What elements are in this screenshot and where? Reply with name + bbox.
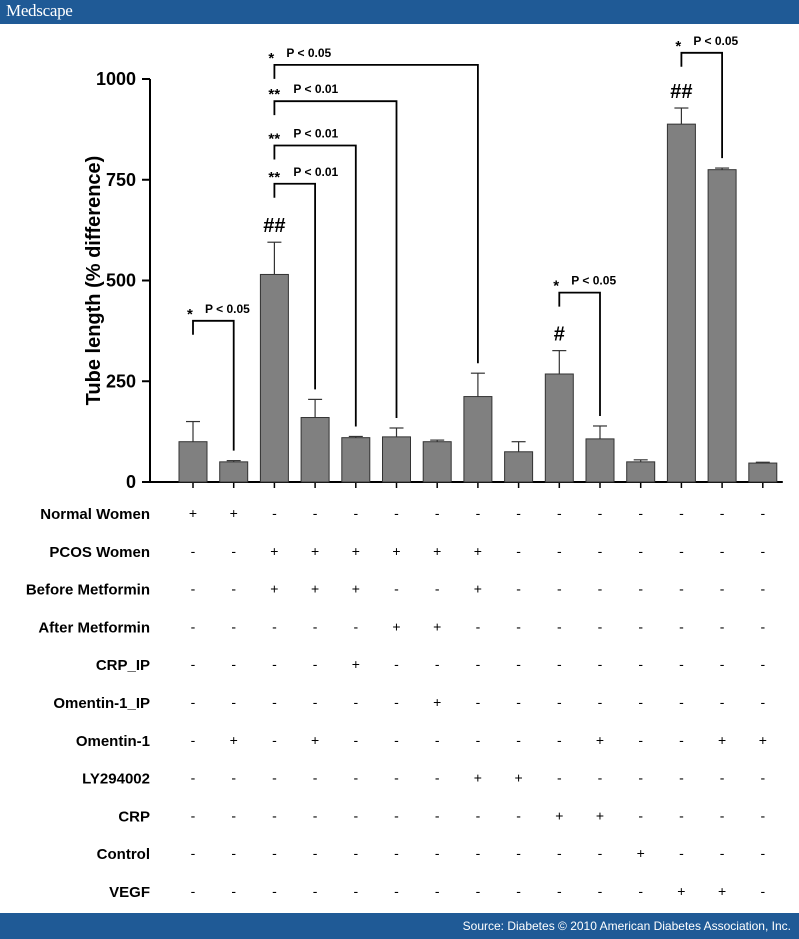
condition-mark: - <box>638 656 644 673</box>
bracket-p-value: P < 0.01 <box>293 126 339 141</box>
condition-mark: - <box>190 769 196 786</box>
bar <box>708 170 736 482</box>
bar <box>342 438 370 482</box>
condition-mark: - <box>312 694 318 710</box>
condition-mark: - <box>272 618 277 635</box>
condition-mark: + <box>351 656 360 673</box>
y-tick-label: 750 <box>105 169 136 190</box>
condition-mark: - <box>272 694 277 710</box>
condition-mark: - <box>760 769 766 786</box>
condition-mark: - <box>434 845 440 862</box>
condition-mark: - <box>312 656 318 673</box>
condition-mark: + <box>433 694 442 710</box>
condition-mark: - <box>353 618 359 635</box>
bar <box>627 462 655 482</box>
y-tick-label: 0 <box>125 472 136 492</box>
condition-mark: - <box>353 731 359 748</box>
condition-mark: - <box>394 505 399 521</box>
condition-mark: - <box>272 845 277 862</box>
condition-mark: - <box>638 731 644 748</box>
bracket-p-value: P < 0.05 <box>693 33 739 48</box>
brand-logo: Medscape <box>6 1 73 20</box>
condition-mark: - <box>231 542 237 559</box>
condition-mark: - <box>597 883 603 899</box>
condition-mark: - <box>679 807 684 824</box>
header-bar <box>0 0 799 24</box>
bracket-p-value: P < 0.05 <box>571 273 617 288</box>
condition-mark: - <box>760 580 766 597</box>
condition-label: CRP_IP <box>95 657 150 675</box>
condition-mark: - <box>272 883 277 899</box>
condition-mark: - <box>434 769 440 786</box>
condition-mark: - <box>679 618 684 635</box>
condition-mark: + <box>473 580 482 597</box>
condition-mark: - <box>556 883 562 899</box>
significance-mark: ## <box>263 215 286 238</box>
bar <box>301 418 329 482</box>
condition-mark: - <box>190 694 196 710</box>
condition-mark: - <box>516 845 521 862</box>
bracket-star: * <box>553 277 560 295</box>
condition-mark: - <box>353 807 359 824</box>
bar-chart <box>0 24 799 913</box>
condition-label: CRP <box>118 808 150 826</box>
condition-mark: - <box>231 694 237 710</box>
condition-mark: - <box>556 769 562 786</box>
condition-mark: - <box>394 656 399 673</box>
condition-mark: - <box>556 618 562 635</box>
condition-mark: - <box>597 580 603 597</box>
y-tick-label: 250 <box>105 371 136 392</box>
condition-label: Normal Women <box>40 506 150 523</box>
condition-mark: - <box>231 618 237 635</box>
condition-mark: - <box>597 618 603 635</box>
condition-mark: - <box>679 694 684 710</box>
condition-mark: - <box>190 731 196 748</box>
condition-mark: + <box>718 731 727 748</box>
condition-mark: + <box>514 769 523 786</box>
condition-mark: - <box>353 883 359 899</box>
condition-mark: + <box>311 580 320 597</box>
condition-label: PCOS Women <box>49 543 150 561</box>
condition-mark: - <box>516 656 521 673</box>
condition-mark: - <box>760 694 766 710</box>
comparison-bracket <box>274 65 478 363</box>
condition-mark: + <box>473 769 482 786</box>
condition-mark: + <box>270 542 279 559</box>
condition-mark: - <box>394 883 399 899</box>
condition-mark: - <box>719 769 725 786</box>
condition-mark: - <box>190 807 196 824</box>
condition-mark: - <box>556 505 562 521</box>
condition-label: VEGF <box>109 884 150 901</box>
condition-mark: + <box>351 542 360 559</box>
condition-mark: - <box>516 883 521 899</box>
condition-mark: - <box>556 731 562 748</box>
condition-mark: - <box>597 694 603 710</box>
condition-mark: - <box>760 618 766 635</box>
condition-mark: - <box>516 505 521 521</box>
bracket-star: * <box>187 305 193 323</box>
bracket-star: ** <box>268 86 281 104</box>
condition-mark: - <box>475 694 481 710</box>
condition-mark: - <box>679 505 684 521</box>
condition-mark: - <box>516 731 521 748</box>
condition-mark: - <box>353 845 359 862</box>
condition-mark: - <box>679 769 684 786</box>
condition-mark: - <box>190 580 196 597</box>
condition-mark: - <box>760 505 766 521</box>
condition-mark: - <box>597 505 603 521</box>
comparison-bracket <box>193 321 234 451</box>
condition-mark: + <box>433 542 442 559</box>
condition-mark: - <box>556 656 562 673</box>
condition-mark: - <box>272 731 277 748</box>
condition-mark: + <box>311 731 320 748</box>
bar <box>464 397 492 482</box>
bar <box>260 274 288 482</box>
condition-label: Control <box>96 846 150 864</box>
condition-mark: - <box>638 580 644 597</box>
bracket-star: * <box>675 37 682 55</box>
condition-mark: - <box>679 656 684 673</box>
condition-mark: + <box>555 807 564 824</box>
condition-mark: + <box>351 580 360 597</box>
condition-mark: - <box>516 618 521 635</box>
condition-mark: - <box>190 656 196 673</box>
condition-mark: - <box>190 618 196 635</box>
condition-mark: - <box>719 845 725 862</box>
condition-mark: - <box>312 769 318 786</box>
bar <box>423 442 451 482</box>
condition-mark: + <box>270 580 279 597</box>
condition-mark: - <box>353 769 359 786</box>
y-axis-label: Tube length (% difference) <box>83 155 105 406</box>
bracket-star: * <box>268 49 275 67</box>
condition-label: After Metformin <box>38 619 150 637</box>
condition-mark: - <box>394 694 399 710</box>
condition-mark: - <box>475 505 481 521</box>
condition-mark: - <box>312 845 318 862</box>
bar <box>749 463 777 482</box>
condition-mark: - <box>516 807 521 824</box>
condition-mark: - <box>475 656 481 673</box>
condition-mark: - <box>556 845 562 862</box>
condition-mark: + <box>677 883 686 899</box>
condition-mark: - <box>190 542 196 559</box>
condition-mark: - <box>597 542 603 559</box>
condition-mark: - <box>231 769 237 786</box>
condition-mark: - <box>394 580 399 597</box>
bracket-p-value: P < 0.05 <box>205 301 250 316</box>
bracket-p-value: P < 0.01 <box>293 164 339 179</box>
condition-mark: + <box>188 505 198 521</box>
condition-mark: - <box>353 694 359 710</box>
condition-mark: - <box>556 542 562 559</box>
bracket-star: ** <box>268 130 281 148</box>
bar <box>505 452 533 482</box>
condition-mark: - <box>475 731 481 748</box>
condition-mark: - <box>434 883 440 899</box>
condition-mark: - <box>597 769 603 786</box>
condition-mark: - <box>434 731 440 748</box>
condition-mark: - <box>231 580 237 597</box>
condition-mark: - <box>719 807 725 824</box>
condition-mark: - <box>719 542 725 559</box>
condition-mark: - <box>760 656 766 673</box>
condition-mark: - <box>434 807 440 824</box>
condition-mark: - <box>638 542 644 559</box>
condition-label: Omentin-1_IP <box>53 695 150 712</box>
condition-mark: - <box>679 731 684 748</box>
condition-mark: - <box>190 845 196 862</box>
condition-mark: - <box>597 656 603 673</box>
condition-label: LY294002 <box>82 770 150 788</box>
condition-mark: - <box>312 618 318 635</box>
condition-mark: + <box>473 542 482 559</box>
condition-mark: - <box>394 731 399 748</box>
comparison-bracket <box>274 101 396 418</box>
bar <box>667 124 695 482</box>
condition-mark: - <box>272 807 277 824</box>
bar <box>383 437 411 482</box>
condition-mark: + <box>758 731 767 748</box>
condition-mark: - <box>312 807 318 824</box>
condition-mark: - <box>434 656 440 673</box>
condition-mark: - <box>272 769 277 786</box>
condition-mark: - <box>394 769 399 786</box>
condition-mark: - <box>719 580 725 597</box>
condition-mark: - <box>638 694 644 710</box>
condition-mark: - <box>719 694 725 710</box>
y-tick-label: 1000 <box>95 69 136 89</box>
condition-mark: - <box>638 505 644 521</box>
condition-mark: - <box>231 807 237 824</box>
condition-mark: - <box>679 845 684 862</box>
bar <box>545 374 573 482</box>
y-tick-label: 500 <box>105 270 136 291</box>
condition-mark: - <box>719 656 725 673</box>
condition-mark: + <box>433 618 442 635</box>
condition-mark: - <box>231 656 237 673</box>
condition-label: Omentin-1 <box>75 732 150 750</box>
condition-mark: + <box>636 845 645 862</box>
condition-mark: + <box>311 542 320 559</box>
condition-mark: - <box>597 845 603 862</box>
condition-mark: - <box>434 505 440 521</box>
condition-mark: - <box>638 807 644 824</box>
condition-mark: - <box>679 542 684 559</box>
bracket-star: ** <box>268 168 281 186</box>
bar <box>179 442 207 482</box>
bracket-p-value: P < 0.05 <box>286 45 332 60</box>
condition-mark: - <box>719 618 725 635</box>
condition-mark: - <box>272 656 277 673</box>
condition-mark: - <box>190 883 196 899</box>
condition-mark: - <box>312 883 318 899</box>
condition-mark: + <box>229 505 238 521</box>
condition-mark: - <box>638 618 644 635</box>
footer-bar <box>0 913 799 939</box>
condition-mark: - <box>556 694 562 710</box>
condition-mark: + <box>595 731 605 748</box>
condition-mark: - <box>679 580 684 597</box>
condition-mark: - <box>638 883 644 899</box>
condition-mark: - <box>231 845 237 862</box>
source-credit: Source: Diabetes © 2010 American Diabetes Association, Inc. <box>462 919 791 933</box>
condition-mark: - <box>516 580 521 597</box>
condition-mark: - <box>760 542 766 559</box>
condition-mark: + <box>392 618 401 635</box>
condition-mark: - <box>231 883 237 899</box>
bar <box>586 439 614 482</box>
condition-mark: - <box>760 807 766 824</box>
condition-mark: - <box>516 542 521 559</box>
condition-mark: - <box>719 505 725 521</box>
condition-mark: - <box>272 505 277 521</box>
significance-mark: # <box>553 323 565 346</box>
condition-mark: + <box>392 542 401 559</box>
condition-mark: - <box>475 845 481 862</box>
condition-mark: - <box>638 769 644 786</box>
condition-mark: + <box>718 883 727 899</box>
condition-mark: - <box>394 807 399 824</box>
condition-mark: - <box>434 580 440 597</box>
condition-mark: - <box>475 807 481 824</box>
condition-mark: - <box>760 883 766 899</box>
condition-label: Before Metformin <box>25 581 150 599</box>
condition-mark: - <box>556 580 562 597</box>
condition-mark: + <box>595 807 605 824</box>
condition-mark: - <box>312 505 318 521</box>
condition-mark: + <box>229 731 238 748</box>
condition-mark: - <box>760 845 766 862</box>
bracket-p-value: P < 0.01 <box>293 82 339 97</box>
condition-mark: - <box>475 618 481 635</box>
condition-mark: - <box>353 505 359 521</box>
condition-mark: - <box>516 694 521 710</box>
bar <box>220 462 248 482</box>
condition-mark: - <box>394 845 399 862</box>
significance-mark: ## <box>670 81 693 104</box>
condition-mark: - <box>475 883 481 899</box>
